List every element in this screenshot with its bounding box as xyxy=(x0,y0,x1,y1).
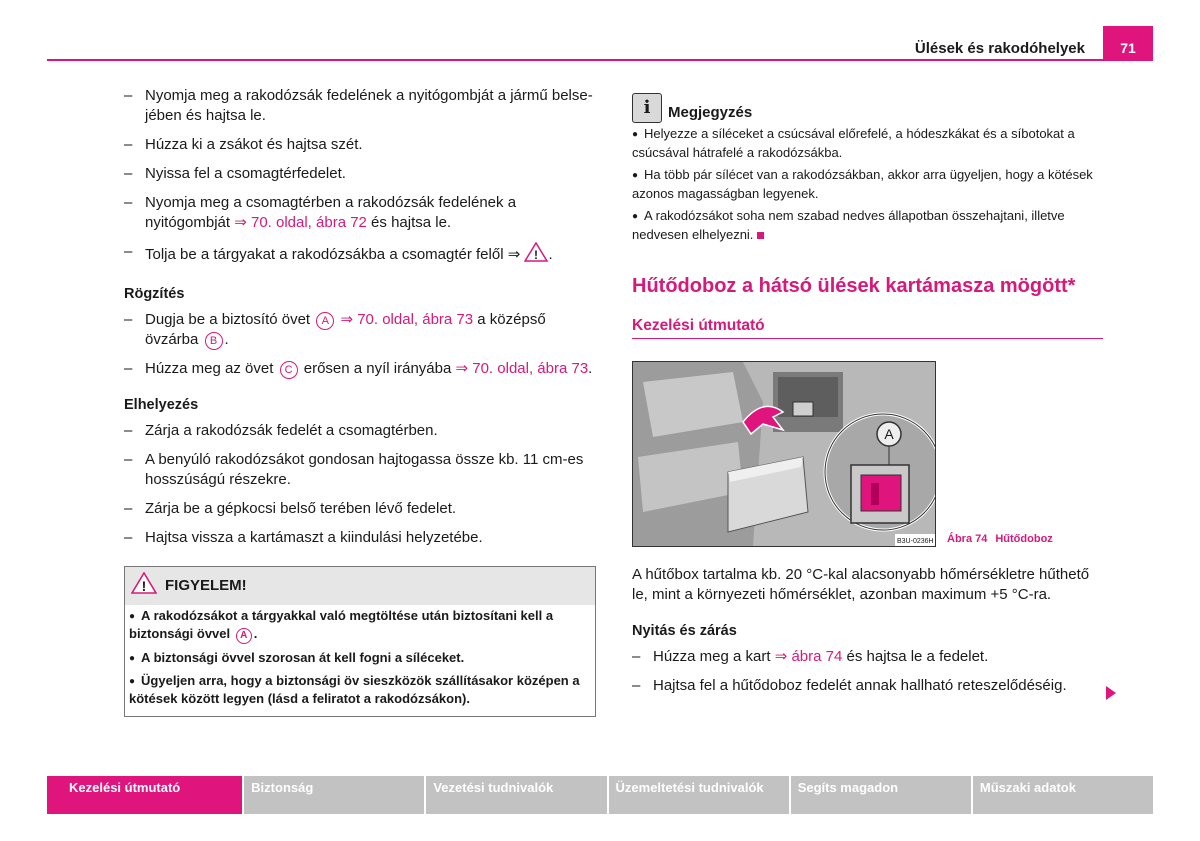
warning-item: ● A biztonsági övvel szorosan át kell fogni a síléceket. xyxy=(129,650,465,665)
warning-item: ● A rakodózsákot a tárgyakkal való megtöltése után biztosítani kell a biztonsági övvel A . xyxy=(129,607,589,644)
left-column xyxy=(124,86,596,717)
right-column xyxy=(632,93,1103,705)
warning-triangle-icon[interactable] xyxy=(524,242,548,268)
figure-caption xyxy=(947,529,1061,549)
step-text: a középső övzárba xyxy=(145,311,546,348)
tab-segits-magadon[interactable]: Segíts magadon xyxy=(791,776,971,814)
warning-text: A rakodózsákot a tárgyakkal való megtöltése után biztosítani kell a biztonsági övvel xyxy=(129,608,554,641)
step-item: – A benyúló rakodózsákot gondosan hajtogassa össze kb. 11 cm-es hosszúságú részekre. xyxy=(124,450,596,490)
warning-box xyxy=(124,566,596,717)
step-item: – Húzza meg az övet C erősen a nyíl irányába ⇒ 70. oldal, ábra 73. xyxy=(124,359,596,379)
warning-triangle-icon xyxy=(131,572,157,600)
step-text: és hajtsa le. xyxy=(366,214,452,231)
warning-body xyxy=(125,605,595,716)
figure-marker-a: A xyxy=(884,426,894,442)
note-text: A rakodózsákot soha nem szabad nedves állapotban összehajtani, illetve nedvesen elhelyezni. xyxy=(632,208,1065,242)
step-item: – Zárja a rakodózsák fedelét a csomagtérben. xyxy=(124,421,596,441)
header-rule xyxy=(47,59,1153,61)
svg-text:!: ! xyxy=(534,248,539,262)
step-item: – Hajtsa vissza a kartámaszt a kiindulási helyzetébe. xyxy=(124,528,596,548)
step-item: – Húzza ki a zsákot és hajtsa szét. xyxy=(124,135,596,155)
step-text: Tolja be a tárgyakat a rakodózsákba a csomagtér felől ⇒ xyxy=(145,246,521,263)
cross-reference-link[interactable]: ⇒ 70. oldal, ábra 72 xyxy=(234,214,367,231)
figure-74 xyxy=(632,361,1103,547)
figure-label: Ábra 74 xyxy=(947,533,988,545)
step-text: Nyomja meg a csomagtérben a rakodózsák fedelének a nyitógombját xyxy=(145,194,517,231)
footer-nav xyxy=(47,776,1153,814)
marker-c-icon: C xyxy=(280,361,298,379)
step-text: Húzza meg az övet xyxy=(145,360,274,377)
subheading-elhelyezes: Elhelyezés xyxy=(124,397,199,413)
section-title: Hűtődoboz a hátsó ülések kartámasza mögött* xyxy=(632,275,1076,297)
tab-kezelesi-utmutato[interactable]: Kezelési útmutató xyxy=(47,776,242,814)
cross-reference-link[interactable]: ⇒ ábra 74 xyxy=(774,648,843,665)
note-item: ● Ha több pár sílécet van a rakodózsákban, akkor arra ügyeljen, hogy a kötések azonos magasságban legyenek. xyxy=(632,167,1093,201)
continue-arrow-icon[interactable] xyxy=(1106,686,1116,700)
note-header xyxy=(632,93,1103,123)
warning-title: FIGYELEM! xyxy=(165,577,247,594)
step-text: Húzza meg a kart xyxy=(653,648,775,665)
step-item: – Zárja be a gépkocsi belső terében lévő fedelet. xyxy=(124,499,596,519)
cross-reference-link[interactable]: ⇒ 70. oldal, ábra 73 xyxy=(455,360,589,377)
step-text: és hajtsa le a fedelet. xyxy=(842,648,989,665)
tab-vezetesi-tudnivalok[interactable]: Vezetési tudnivalók xyxy=(426,776,606,814)
note-text: Ha több pár sílécet van a rakodózsákban, akkor arra ügyeljen, hogy a kötések azonos magasságban legyenek. xyxy=(632,167,1093,201)
step-item: – Nyissa fel a csomagtérfedelet. xyxy=(124,164,596,184)
body-paragraph: A hűtőbox tartalma kb. 20 °C-kal alacsonyabb hőmérsékletre hűthető le, mint a környezeti hőmérséklet, azonban maximum +5 °C-ra. xyxy=(632,566,1090,603)
cross-reference-link[interactable]: ⇒ 70. oldal, ábra 73 xyxy=(340,311,474,328)
end-of-section-square-icon xyxy=(757,232,764,239)
running-header-title: Ülések és rakodóhelyek xyxy=(914,40,1085,57)
subheading-nyitas: Nyitás és zárás xyxy=(632,623,737,639)
tab-biztonsag[interactable]: Biztonság xyxy=(244,776,424,814)
subheading-rogzites: Rögzítés xyxy=(124,286,185,302)
marker-a-icon: A xyxy=(236,628,252,644)
step-item xyxy=(632,647,1103,667)
tab-muszaki-adatok[interactable]: Műszaki adatok xyxy=(973,776,1153,814)
marker-a-icon: A xyxy=(316,312,334,330)
note-text: Helyezze a síléceket a csúcsával előrefelé, a hódeszkákat és a síbotokat a csúcsával hátrafelé a rakodózsákba. xyxy=(632,126,1075,160)
warning-text: A biztonsági övvel szorosan át kell fogni a síléceket. xyxy=(141,650,465,665)
figure-caption-text: Hűtődoboz xyxy=(995,533,1053,545)
warning-text: Ügyeljen arra, hogy a biztonsági öv sieszközök szállításakor középen a kötések között legyen (lásd a feliratot a rakodózsákon). xyxy=(129,673,580,706)
step-item: – Tolja be a tárgyakat a rakodózsákba a csomagtér felől ⇒ ! . xyxy=(124,242,596,268)
page-number: 71 xyxy=(1103,26,1153,60)
warning-header xyxy=(125,567,595,605)
info-icon: i xyxy=(632,93,662,123)
tab-uzemeltetesi-tudnivalok[interactable]: Üzemeltetési tudnivalók xyxy=(609,776,789,814)
note-body xyxy=(632,125,1103,244)
note-item: ● A rakodózsákot soha nem szabad nedves állapotban összehajtani, illetve nedvesen elhelyezni. xyxy=(632,208,1065,242)
step-item: – Dugja be a biztosító övet A ⇒ 70. oldal, ábra 73 a középső övzárba B . xyxy=(124,310,596,350)
step-text: Dugja be a biztosító övet xyxy=(145,311,311,328)
marker-b-icon: B xyxy=(205,332,223,350)
svg-text:!: ! xyxy=(141,578,147,594)
step-item: – Hajtsa fel a hűtődoboz fedelét annak hallható reteszelődéséig. xyxy=(632,676,1103,696)
note-title: Megjegyzés xyxy=(668,104,753,121)
step-text: erősen a nyíl irányába xyxy=(299,360,456,377)
warning-item: ● Ügyeljen arra, hogy a biztonsági öv sieszközök szállításakor középen a kötések között legyen (lásd a feliratot a rakodózsákon). xyxy=(129,673,580,706)
subsection-title: Kezelési útmutató xyxy=(632,316,1103,339)
cooler-box-illustration xyxy=(632,361,936,547)
step-item: – Nyomja meg a rakodózsák fedelének a nyitógombját a jármű belse-jében és hajtsa le. xyxy=(124,86,596,126)
step-item xyxy=(124,193,596,233)
note-item: ● Helyezze a síléceket a csúcsával előrefelé, a hódeszkákat és a síbotokat a csúcsával hátrafelé a rakodózsákba. xyxy=(632,126,1075,160)
figure-code: B3U-0236H xyxy=(897,538,934,545)
